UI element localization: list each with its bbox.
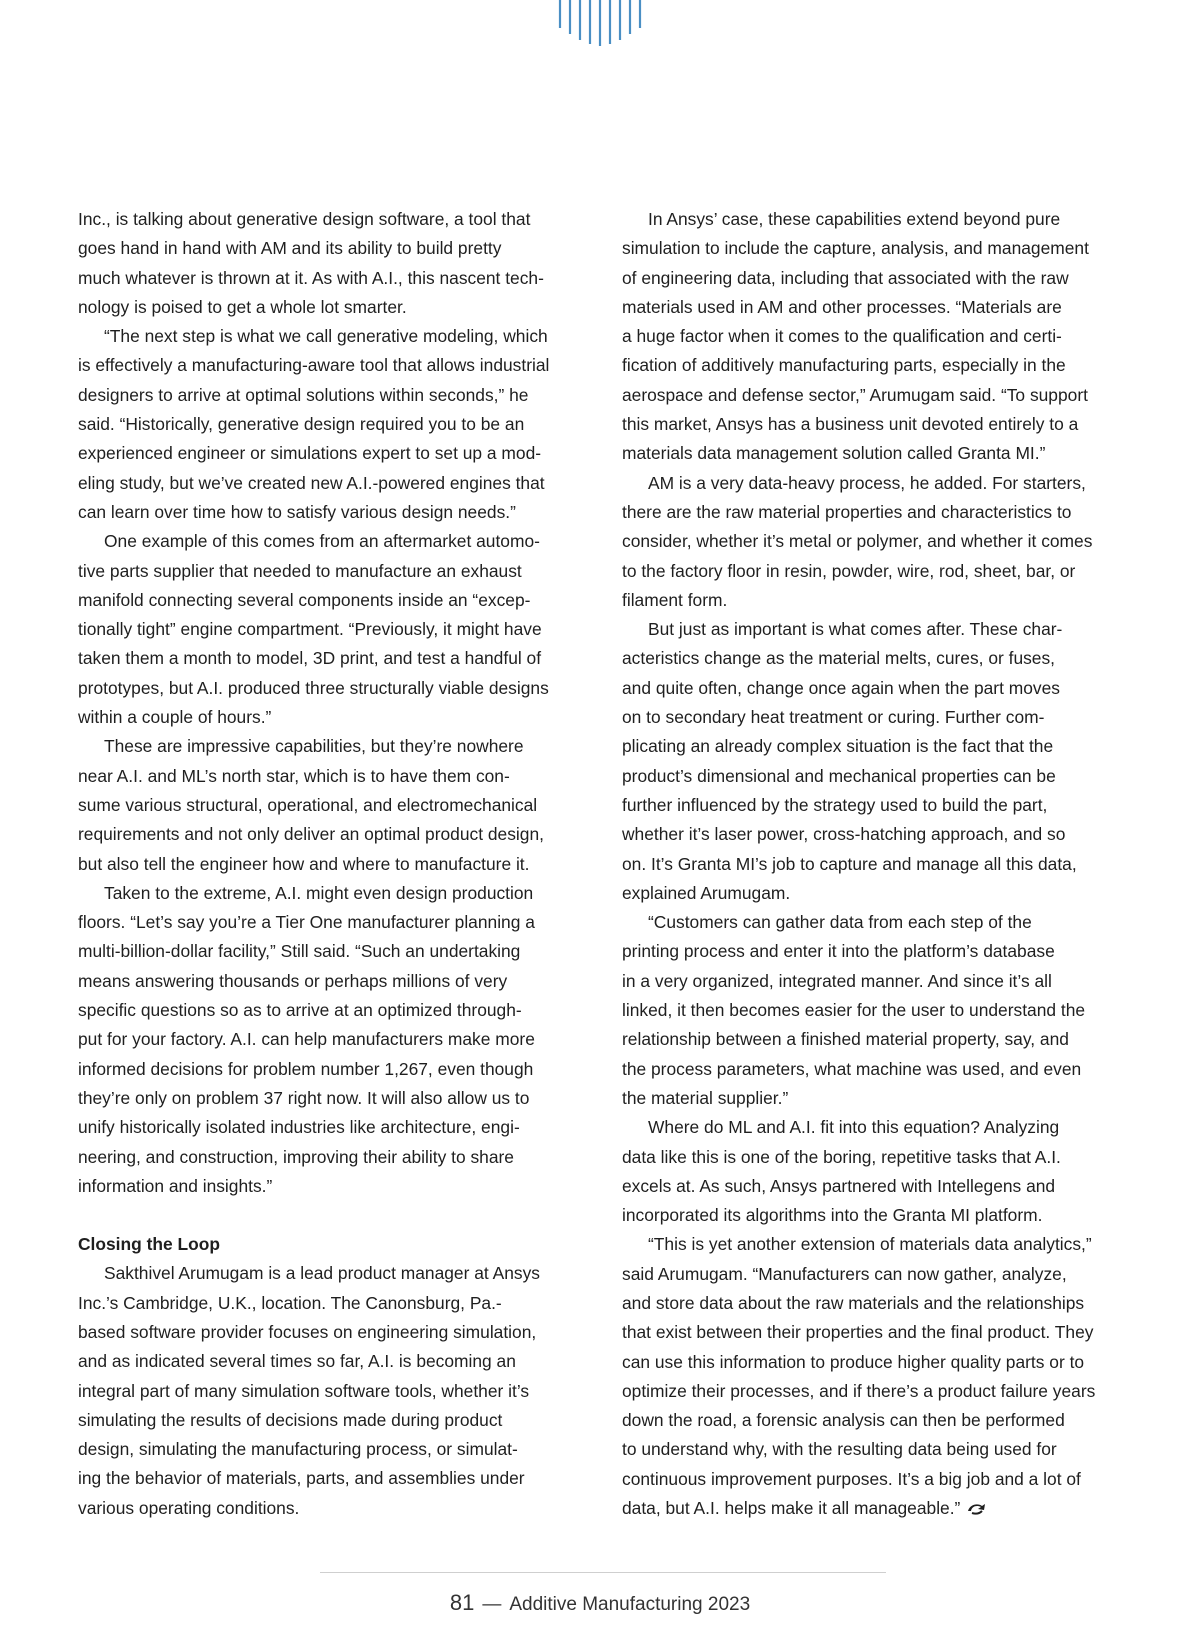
- text-line: eling study, but we’ve created new A.I.-powered engines that: [78, 472, 545, 493]
- text-line: and store data about the raw materials and the relationships: [622, 1292, 1085, 1313]
- text-line: and as indicated several times so far, A.I. is becoming an: [78, 1351, 516, 1372]
- page-footer: [0, 1590, 1200, 1616]
- text-line: further influenced by the strategy used to build the part,: [622, 794, 1048, 815]
- footer-dash: —: [482, 1594, 502, 1615]
- text-line: multi-billion-dollar facility,” Still said. “Such an undertaking: [78, 941, 521, 962]
- text-line: said. “Historically, generative design required you to be an: [78, 414, 525, 435]
- text-line: continuous improvement purposes. It’s a big job and a lot of: [622, 1468, 1081, 1489]
- text-line: plicating an already complex situation is the fact that the: [622, 736, 1054, 757]
- text-line: can use this information to produce higher quality parts or to: [622, 1351, 1085, 1372]
- text-line: relationship between a finished material property, say, and: [622, 1029, 1069, 1050]
- text-line: ing the behavior of materials, parts, and assemblies under: [78, 1468, 525, 1489]
- left-body-text: [78, 205, 584, 1201]
- text-line: tive parts supplier that needed to manufacture an exhaust: [78, 560, 522, 581]
- text-line: informed decisions for problem number 1,267, even though: [78, 1058, 534, 1079]
- text-line: filament form.: [622, 589, 728, 610]
- text-line: nology is poised to get a whole lot smarter.: [78, 296, 407, 317]
- text-line: down the road, a forensic analysis can then be performed: [622, 1410, 1065, 1431]
- text-line: to understand why, with the resulting data being used for: [622, 1439, 1057, 1460]
- text-line: near A.I. and ML’s north star, which is to have them con-: [78, 765, 510, 786]
- text-line: But just as important is what comes after. These char-: [648, 619, 1063, 640]
- text-line: “This is yet another extension of materials data analytics,”: [648, 1234, 1092, 1255]
- text-line: Where do ML and A.I. fit into this equation? Analyzing: [648, 1117, 1060, 1138]
- text-line: much whatever is thrown at it. As with A.I., this nascent tech-: [78, 267, 544, 288]
- article-right-column: [622, 205, 1134, 1523]
- publication-name: Additive Manufacturing 2023: [509, 1594, 751, 1615]
- text-line: explained Arumugam.: [622, 882, 791, 903]
- text-line: Inc., is talking about generative design software, a tool that: [78, 209, 531, 229]
- text-line: to the factory floor in resin, powder, wire, rod, sheet, bar, or: [622, 560, 1076, 581]
- text-line: a huge factor when it comes to the qualification and certi-: [622, 326, 1062, 347]
- text-line: on to secondary heat treatment or curing. Further com-: [622, 707, 1045, 728]
- text-line: “Customers can gather data from each step of the: [648, 912, 1032, 933]
- text-line: Sakthivel Arumugam is a lead product manager at Ansys: [104, 1263, 540, 1284]
- text-line: integral part of many simulation software tools, whether it’s: [78, 1380, 530, 1401]
- text-line: neering, and construction, improving their ability to share: [78, 1146, 514, 1167]
- text-line: tionally tight” engine compartment. “Previously, it might have: [78, 619, 542, 640]
- end-of-article-icon: [966, 1502, 988, 1516]
- text-line: In Ansys’ case, these capabilities extend beyond pure: [648, 209, 1061, 229]
- text-line: data like this is one of the boring, repetitive tasks that A.I.: [622, 1146, 1061, 1167]
- text-line: Inc.’s Cambridge, U.K., location. The Canonsburg, Pa.-: [78, 1292, 502, 1313]
- text-line: aerospace and defense sector,” Arumugam said. “To support: [622, 384, 1088, 405]
- text-line: means answering thousands or perhaps millions of very: [78, 970, 508, 991]
- text-line: they’re only on problem 37 right now. It will also allow us to: [78, 1087, 530, 1108]
- text-line: acteristics change as the material melts, cures, or fuses,: [622, 648, 1056, 669]
- text-line: excels at. As such, Ansys partnered with Intellegens and: [622, 1175, 1056, 1196]
- footer-divider: [320, 1572, 886, 1573]
- text-line: product’s dimensional and mechanical properties can be: [622, 765, 1056, 786]
- article-last-line: [622, 1494, 1134, 1523]
- text-line: AM is a very data-heavy process, he added. For starters,: [648, 472, 1086, 493]
- text-line: materials used in AM and other processes. “Materials are: [622, 296, 1062, 317]
- text-line: simulation to include the capture, analysis, and management: [622, 238, 1089, 259]
- text-line: floors. “Let’s say you’re a Tier One manufacturer planning a: [78, 912, 535, 933]
- right-body-text: [622, 205, 1134, 1494]
- page-number: 81: [449, 1590, 475, 1615]
- text-line: based software provider focuses on engineering simulation,: [78, 1321, 537, 1342]
- text-line: linked, it then becomes easier for the user to understand the: [622, 1000, 1086, 1021]
- text-line: there are the raw material properties and characteristics to: [622, 501, 1072, 522]
- text-line: materials data management solution called Granta MI.”: [622, 443, 1046, 464]
- text-line: unify historically isolated industries like architecture, engi-: [78, 1117, 520, 1138]
- text-line: incorporated its algorithms into the Granta MI platform.: [622, 1205, 1043, 1226]
- text-line: whether it’s laser power, cross-hatching approach, and so: [622, 824, 1066, 845]
- text-line: optimize their processes, and if there’s a product failure years: [622, 1380, 1096, 1401]
- text-line: consider, whether it’s metal or polymer, and whether it comes: [622, 531, 1093, 552]
- left-body-text-after-heading: [78, 1259, 584, 1523]
- last-line-text: data, but A.I. helps make it all manageable.”: [622, 1498, 961, 1519]
- text-line: “The next step is what we call generative modeling, which: [104, 326, 548, 347]
- decorative-lines-icon: [556, 0, 646, 50]
- text-line: goes hand in hand with AM and its ability to build pretty: [78, 238, 502, 259]
- text-line: put for your factory. A.I. can help manufacturers make more: [78, 1029, 535, 1050]
- text-line: that exist between their properties and the final product. They: [622, 1322, 1094, 1343]
- text-line: but also tell the engineer how and where to manufacture it.: [78, 853, 530, 874]
- text-line: the process parameters, what machine was used, and even: [622, 1058, 1082, 1079]
- text-line: of engineering data, including that associated with the raw: [622, 267, 1069, 288]
- text-line: on. It’s Granta MI’s job to capture and manage all this data,: [622, 853, 1077, 874]
- text-line: various operating conditions.: [78, 1497, 300, 1518]
- section-heading: Closing the Loop: [78, 1234, 221, 1255]
- text-line: requirements and not only deliver an optimal product design,: [78, 824, 544, 845]
- text-line: and quite often, change once again when the part moves: [622, 677, 1060, 698]
- text-line: information and insights.”: [78, 1175, 273, 1196]
- text-line: simulating the results of decisions made during product: [78, 1409, 503, 1430]
- text-line: said Arumugam. “Manufacturers can now gather, analyze,: [622, 1263, 1067, 1284]
- article-left-column: [78, 205, 584, 1523]
- text-line: can learn over time how to satisfy various design needs.”: [78, 501, 516, 522]
- text-line: These are impressive capabilities, but they’re nowhere: [104, 736, 524, 757]
- text-line: specific questions so as to arrive at an optimized through-: [78, 1000, 522, 1021]
- text-line: the material supplier.”: [622, 1087, 789, 1108]
- text-line: designers to arrive at optimal solutions within seconds,” he: [78, 384, 529, 405]
- text-line: experienced engineer or simulations expert to set up a mod-: [78, 443, 542, 464]
- text-line: within a couple of hours.”: [78, 707, 272, 728]
- text-line: sume various structural, operational, and electromechanical: [78, 794, 538, 815]
- text-line: One example of this comes from an aftermarket automo-: [104, 531, 540, 552]
- text-line: fication of additively manufacturing parts, especially in the: [622, 355, 1066, 376]
- text-line: manifold connecting several components inside an “excep-: [78, 589, 531, 610]
- text-line: this market, Ansys has a business unit devoted entirely to a: [622, 414, 1079, 435]
- text-line: is effectively a manufacturing-aware tool that allows industrial: [78, 355, 550, 376]
- text-line: prototypes, but A.I. produced three structurally viable designs: [78, 677, 549, 698]
- text-line: in a very organized, integrated manner. And since it’s all: [622, 970, 1052, 991]
- text-line: Taken to the extreme, A.I. might even design production: [104, 882, 534, 903]
- text-line: design, simulating the manufacturing process, or simulat-: [78, 1439, 518, 1460]
- text-line: printing process and enter it into the platform’s database: [622, 941, 1055, 962]
- text-line: taken them a month to model, 3D print, and test a handful of: [78, 648, 542, 669]
